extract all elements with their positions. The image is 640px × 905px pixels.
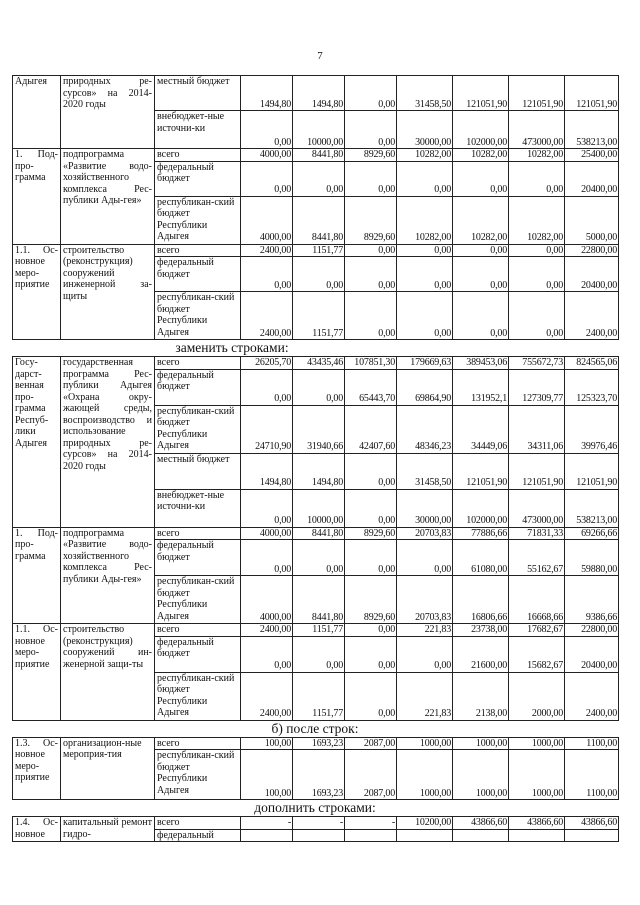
source-cell: республикан-ский бюджет Республики Адыгея [155,292,241,340]
source-cell: республикан-ский бюджет Республики Адыгея [155,196,241,244]
value-cell: 1100,00 [565,750,619,800]
value-cell: 1000,00 [453,750,509,800]
value-cell: 0,00 [453,292,509,340]
value-cell: 1000,00 [509,750,565,800]
table-continued [12,75,618,340]
source-cell: республикан-ский бюджет Республики Адыгея [155,576,241,624]
value-cell [453,829,509,842]
value-cell: 2400,00 [241,672,293,720]
page-number: 7 [317,50,323,62]
value-cell: - [293,817,345,830]
value-cell: 8929,60 [345,527,397,540]
value-cell: 121051,90 [565,76,619,111]
program-cell: Адыгея [13,76,61,149]
value-cell: 121051,90 [509,453,565,489]
value-cell: 125323,70 [565,369,619,405]
value-cell: - [345,817,397,830]
value-cell: 0,00 [345,636,397,672]
value-cell: 0,00 [293,369,345,405]
value-cell: 1000,00 [397,750,453,800]
value-cell: 0,00 [453,161,509,196]
value-cell: 755672,73 [509,357,565,370]
value-cell: 23738,00 [453,624,509,637]
value-cell: 2000,00 [509,672,565,720]
value-cell [241,829,293,842]
value-cell: 30000,00 [397,489,453,527]
value-cell: 0,00 [293,636,345,672]
value-cell: 121051,90 [509,76,565,111]
heading-after: б) после строк: [271,720,359,736]
program-cell: 1.1. Ос-новное меро-приятие [13,624,61,721]
value-cell: 8441,80 [293,149,345,162]
value-cell: 8441,80 [293,576,345,624]
table-row [13,76,619,111]
value-cell: 0,00 [345,76,397,111]
value-cell: 10282,00 [453,149,509,162]
value-cell: 1494,80 [293,453,345,489]
value-cell: 2400,00 [565,292,619,340]
value-cell: 31458,50 [397,76,453,111]
value-cell: 0,00 [345,161,397,196]
source-cell: федеральный бюджет [155,369,241,405]
value-cell: 0,00 [509,292,565,340]
value-cell: 0,00 [397,257,453,292]
value-cell: 0,00 [397,161,453,196]
value-cell: 22800,00 [565,624,619,637]
value-cell: 34449,06 [453,405,509,453]
value-cell: 17682,67 [509,624,565,637]
source-cell: всего [155,624,241,637]
value-cell: 2400,00 [241,624,293,637]
value-cell: 24710,90 [241,405,293,453]
value-cell: 102000,00 [453,489,509,527]
value-cell: 39976,46 [565,405,619,453]
value-cell: 0,00 [453,257,509,292]
value-cell: 10282,00 [509,149,565,162]
source-cell: федеральный [155,829,241,842]
value-cell: 48346,23 [397,405,453,453]
table-row [13,357,619,370]
value-cell: 1494,80 [241,453,293,489]
name-cell: капитальный ремонт гидро- [61,817,155,842]
value-cell: 20400,00 [565,161,619,196]
value-cell: 0,00 [453,244,509,257]
value-cell: 69266,66 [565,527,619,540]
value-cell: 0,00 [345,257,397,292]
value-cell: 1000,00 [453,737,509,750]
source-cell: республикан-ский бюджет Республики Адыгея [155,672,241,720]
budget-table [12,737,619,801]
value-cell: 16806,66 [453,576,509,624]
value-cell: 20400,00 [565,636,619,672]
value-cell: 1000,00 [397,737,453,750]
value-cell: 0,00 [293,161,345,196]
source-cell: всего [155,527,241,540]
table-row [13,244,619,257]
value-cell: 100,00 [241,737,293,750]
program-cell: 1. Под-про-грамма [13,149,61,245]
value-cell: 0,00 [345,672,397,720]
value-cell: 473000,00 [509,111,565,149]
program-cell: 1.1. Ос-новное меро-приятие [13,244,61,340]
value-cell: 1151,77 [293,672,345,720]
value-cell: 21600,00 [453,636,509,672]
value-cell: 10282,00 [509,196,565,244]
value-cell: 1151,77 [293,624,345,637]
value-cell: 43866,60 [453,817,509,830]
value-cell: 5000,00 [565,196,619,244]
value-cell: 221,83 [397,624,453,637]
table-replacement [12,356,618,721]
value-cell: 8441,80 [293,527,345,540]
name-cell: природных ре-сурсов» на 2014-2020 годы [61,76,155,149]
value-cell: 0,00 [241,111,293,149]
source-cell: республикан-ский бюджет Республики Адыгея [155,405,241,453]
value-cell: 2400,00 [241,292,293,340]
value-cell: 107851,30 [345,357,397,370]
value-cell: 102000,00 [453,111,509,149]
value-cell: 0,00 [345,244,397,257]
name-cell: подпрограмма «Развитие водо-хозяйственного комплекса Рес-публики Ады-гея» [61,149,155,245]
value-cell: 2400,00 [565,672,619,720]
program-cell: Госу-дарст-венная про-грамма Респуб-лики Адыгея [13,357,61,528]
value-cell: 61080,00 [453,540,509,576]
value-cell: 538213,00 [565,489,619,527]
value-cell: 0,00 [345,540,397,576]
value-cell: 100,00 [241,750,293,800]
table-row [13,149,619,162]
value-cell: 179669,63 [397,357,453,370]
value-cell: 1494,80 [241,76,293,111]
value-cell: 473000,00 [509,489,565,527]
program-cell: 1.3. Ос-новное меро-приятие [13,737,61,800]
value-cell: 22800,00 [565,244,619,257]
source-cell: внебюджет-ные источни-ки [155,111,241,149]
value-cell: 16668,66 [509,576,565,624]
value-cell: 42407,60 [345,405,397,453]
source-cell: местный бюджет [155,453,241,489]
name-cell: организацион-ные мероприя-тия [61,737,155,800]
value-cell: 0,00 [241,369,293,405]
name-cell: строительство (реконструкция) сооружений инженерной за-щиты [61,244,155,340]
value-cell: 4000,00 [241,576,293,624]
value-cell: 0,00 [345,453,397,489]
value-cell: 389453,06 [453,357,509,370]
value-cell: 8929,60 [345,149,397,162]
value-cell: 0,00 [509,257,565,292]
value-cell: 4000,00 [241,527,293,540]
value-cell: 1100,00 [565,737,619,750]
value-cell [397,829,453,842]
value-cell: 10000,00 [293,489,345,527]
value-cell: 538213,00 [565,111,619,149]
source-cell: всего [155,244,241,257]
value-cell: 1151,77 [293,244,345,257]
name-cell: государственная программа Рес-публики Адыгея «Охрана окру-жающей среды, воспроизводство и использование природных ре-сурсов» на 2014-2020 годы [61,357,155,528]
value-cell: 43435,46 [293,357,345,370]
value-cell: 77886,66 [453,527,509,540]
value-cell: 0,00 [345,624,397,637]
value-cell: 25400,00 [565,149,619,162]
source-cell: всего [155,817,241,830]
value-cell: 0,00 [241,257,293,292]
value-cell: 4000,00 [241,149,293,162]
name-cell: строительство (реконструкция) сооружений ин-женерной защи-ты [61,624,155,721]
value-cell: 8441,80 [293,196,345,244]
value-cell: 0,00 [241,161,293,196]
source-cell: внебюджет-ные источни-ки [155,489,241,527]
value-cell: 121051,90 [453,76,509,111]
value-cell: 34311,06 [509,405,565,453]
value-cell: 2087,00 [345,750,397,800]
table-add [12,816,618,842]
value-cell: 31458,50 [397,453,453,489]
value-cell: 221,83 [397,672,453,720]
value-cell: 121051,90 [565,453,619,489]
source-cell: местный бюджет [155,76,241,111]
value-cell: 10000,00 [293,111,345,149]
value-cell: 121051,90 [453,453,509,489]
name-cell: подпрограмма «Развитие водо-хозяйственного комплекса Рес-публики Ады-гея» [61,527,155,624]
value-cell: 20703,83 [397,576,453,624]
value-cell: 127309,77 [509,369,565,405]
value-cell: 2087,00 [345,737,397,750]
value-cell: 8929,60 [345,576,397,624]
source-cell: республикан-ский бюджет Республики Адыгея [155,750,241,800]
value-cell: 43866,60 [509,817,565,830]
value-cell [293,829,345,842]
value-cell: 10282,00 [397,149,453,162]
table-row [13,624,619,637]
budget-table [12,75,619,340]
value-cell: 0,00 [397,540,453,576]
value-cell: 9386,66 [565,576,619,624]
value-cell: 71831,33 [509,527,565,540]
source-cell: всего [155,737,241,750]
table-after [12,737,618,801]
value-cell: 1693,23 [293,750,345,800]
value-cell: 2400,00 [241,244,293,257]
heading-replace: заменить строками: [175,340,289,355]
table-row [13,527,619,540]
value-cell: 1000,00 [509,737,565,750]
value-cell: 0,00 [509,244,565,257]
source-cell: федеральный бюджет [155,540,241,576]
value-cell: 0,00 [241,489,293,527]
program-cell: 1. Под-про-грамма [13,527,61,624]
value-cell: 15682,67 [509,636,565,672]
value-cell: 0,00 [345,292,397,340]
value-cell: 1494,80 [293,76,345,111]
document-sheet [12,75,618,842]
value-cell [345,829,397,842]
value-cell: 2138,00 [453,672,509,720]
value-cell: 10282,00 [397,196,453,244]
budget-table [12,816,619,842]
value-cell [565,829,619,842]
value-cell: 0,00 [345,489,397,527]
budget-table [12,356,619,721]
value-cell: 0,00 [397,292,453,340]
value-cell: 0,00 [509,161,565,196]
value-cell: 31940,66 [293,405,345,453]
value-cell: 10282,00 [453,196,509,244]
value-cell: 69864,90 [397,369,453,405]
value-cell: 65443,70 [345,369,397,405]
heading-add: дополнить строками: [254,800,376,815]
value-cell [509,829,565,842]
source-cell: всего [155,357,241,370]
table-row [13,817,619,830]
value-cell: 59880,00 [565,540,619,576]
source-cell: всего [155,149,241,162]
value-cell: 20703,83 [397,527,453,540]
value-cell: 0,00 [293,540,345,576]
program-cell: 1.4. Ос-новное [13,817,61,842]
value-cell: 824565,06 [565,357,619,370]
value-cell: 0,00 [345,111,397,149]
value-cell: 4000,00 [241,196,293,244]
value-cell: 0,00 [293,257,345,292]
value-cell: 26205,70 [241,357,293,370]
value-cell: 43866,60 [565,817,619,830]
value-cell: 1151,77 [293,292,345,340]
source-cell: федеральный бюджет [155,636,241,672]
value-cell: 20400,00 [565,257,619,292]
value-cell: 0,00 [241,540,293,576]
value-cell: 8929,60 [345,196,397,244]
value-cell: 131952,1 [453,369,509,405]
value-cell: 55162,67 [509,540,565,576]
source-cell: федеральный бюджет [155,161,241,196]
value-cell: 1693,23 [293,737,345,750]
value-cell: - [241,817,293,830]
value-cell: 0,00 [397,244,453,257]
table-row [13,737,619,750]
value-cell: 10200,00 [397,817,453,830]
source-cell: федеральный бюджет [155,257,241,292]
value-cell: 30000,00 [397,111,453,149]
value-cell: 0,00 [397,636,453,672]
value-cell: 0,00 [241,636,293,672]
